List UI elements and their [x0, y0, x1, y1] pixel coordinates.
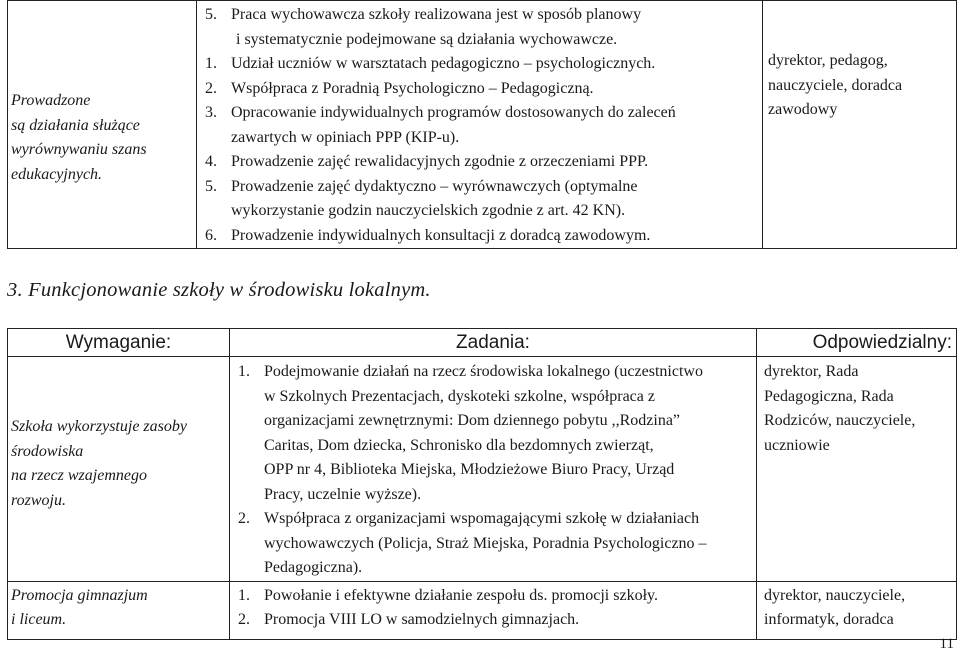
task-text: [231, 175, 762, 224]
table-header-row: [8, 329, 957, 357]
responsible-line: informatyk, doradca: [764, 611, 894, 628]
task-number: 4.: [205, 153, 217, 170]
list-item: [205, 150, 762, 175]
task-line: w Szkolnych Prezentacjach, dyskoteki szkolne, współpraca z: [264, 387, 655, 405]
tasks-cell: [230, 357, 757, 582]
task-line: Współpraca z Poradnią Psychologiczno – Pedagogiczną.: [231, 79, 594, 97]
list-item: [205, 224, 762, 249]
task-line: Caritas, Dom dziecka, Schronisko dla bezdomnych zwierząt,: [264, 436, 654, 454]
task-line: wykorzystanie godzin nauczycielskich zgodnie z art. 42 KN).: [231, 202, 626, 219]
table-row: [8, 357, 957, 582]
list-item: [205, 3, 762, 52]
responsible-cell: [757, 581, 957, 639]
table-row: [8, 581, 957, 639]
responsible-line: zawodowy: [768, 101, 838, 118]
tasks-cell: [230, 581, 757, 639]
requirement-line: wyrównywaniu szans: [11, 141, 147, 158]
list-item: [205, 101, 762, 150]
responsible-line: Rodziców, nauczyciele,: [764, 412, 916, 429]
task-list: [238, 360, 756, 581]
task-line: OPP nr 4, Biblioteka Miejska, Młodzieżowe Biuro Pracy, Urząd: [264, 461, 675, 478]
task-number: 1.: [238, 586, 250, 604]
task-line: Pracy, uczelnie wyższe).: [264, 485, 422, 503]
list-item: [238, 507, 756, 581]
requirement-line: Szkoła wykorzystuje zasoby: [11, 418, 187, 435]
responsible-cell: [757, 357, 957, 582]
task-text: [231, 150, 762, 175]
list-item: [238, 360, 756, 507]
task-list: [238, 584, 756, 633]
requirement-line: rozwoju.: [11, 491, 66, 509]
task-text: [264, 360, 756, 507]
task-text: [264, 507, 756, 581]
task-number: 5.: [205, 6, 217, 23]
requirement-line: na rzecz wzajemnego: [11, 467, 147, 484]
page-number: 11: [939, 636, 954, 652]
table-row: [8, 1, 957, 249]
requirement-cell: [8, 581, 230, 639]
section-heading: 3. Funkcjonowanie szkoły w środowisku lokalnym.: [7, 279, 431, 301]
task-text: [231, 3, 762, 52]
task-number: 5.: [205, 177, 217, 195]
responsible-cell: [763, 1, 957, 249]
requirements-table-continued: [7, 0, 957, 249]
task-line: Współpraca z organizacjami wspomagającymi szkołę w działaniach: [264, 510, 700, 527]
responsible-line: dyrektor, pedagog,: [768, 52, 888, 69]
requirement-line: Prowadzone: [11, 92, 91, 109]
task-line: Prowadzenie zajęć dydaktyczno – wyrównawczych (optymalne: [231, 177, 638, 195]
task-line: Promocja VIII LO w samodzielnych gimnazjach.: [264, 611, 580, 628]
task-list: [205, 3, 762, 248]
requirement-line: edukacyjnych.: [11, 165, 103, 183]
task-number: 1.: [238, 363, 250, 380]
list-item: [205, 175, 762, 224]
list-item: [205, 52, 762, 77]
responsible-line: dyrektor, Rada: [764, 363, 859, 380]
task-line: i systematycznie podejmowane są działania wychowawcze.: [236, 30, 618, 48]
responsible-line: nauczyciele, doradca: [768, 76, 903, 94]
task-line: Pedagogiczna).: [264, 559, 363, 576]
task-text: [231, 101, 762, 150]
task-number: 6.: [205, 226, 217, 244]
requirement-line: i liceum.: [11, 611, 67, 628]
task-line: Powołanie i efektywne działanie zespołu ds. promocji szkoły.: [264, 586, 658, 604]
list-item: [238, 584, 756, 609]
responsible-line: Pedagogiczna, Rada: [764, 387, 894, 405]
task-text: [264, 584, 756, 609]
requirement-line: Promocja gimnazjum: [11, 586, 148, 604]
task-text: [264, 608, 756, 633]
column-header-requirement: Wymaganie:: [8, 329, 230, 357]
requirement-cell: [8, 1, 197, 249]
responsible-line: dyrektor, nauczyciele,: [764, 586, 906, 604]
task-line: zawartych w opiniach PPP (KIP-u).: [231, 128, 460, 146]
task-line: organizacjami zewnętrznymi: Dom dziennego pobytu ,,Rodzina”: [264, 412, 681, 429]
list-item: [238, 608, 756, 633]
requirement-line: środowiska: [11, 442, 84, 460]
list-item: [205, 77, 762, 102]
task-text: [231, 77, 762, 102]
requirement-cell: [8, 357, 230, 582]
task-number: 1.: [205, 55, 217, 72]
task-number: 2.: [238, 611, 250, 628]
task-text: [231, 52, 762, 77]
task-line: Prowadzenie indywidualnych konsultacji z doradcą zawodowym.: [231, 226, 651, 244]
task-line: Praca wychowawcza szkoły realizowana jest w sposób planowy: [231, 6, 642, 23]
task-line: wychowawczych (Policja, Straż Miejska, Poradnia Psychologiczno –: [264, 534, 707, 552]
responsible-line: uczniowie: [764, 436, 830, 454]
task-line: Prowadzenie zajęć rewalidacyjnych zgodnie z orzeczeniami PPP.: [231, 153, 649, 170]
task-line: Opracowanie indywidualnych programów dostosowanych do zaleceń: [231, 104, 676, 121]
column-header-responsible: Odpowiedzialny:: [757, 329, 957, 357]
task-text: [231, 224, 762, 249]
tasks-cell: [197, 1, 763, 249]
requirements-table: [7, 328, 957, 640]
task-line: Podejmowanie działań na rzecz środowiska lokalnego (uczestnictwo: [264, 363, 703, 380]
task-number: 2.: [205, 79, 217, 97]
requirement-line: są działania służące: [11, 116, 140, 134]
column-header-tasks: Zadania:: [230, 329, 757, 357]
task-number: 2.: [238, 510, 250, 527]
task-line: Udział uczniów w warsztatach pedagogiczno – psychologicznych.: [231, 55, 656, 72]
task-number: 3.: [205, 104, 217, 121]
